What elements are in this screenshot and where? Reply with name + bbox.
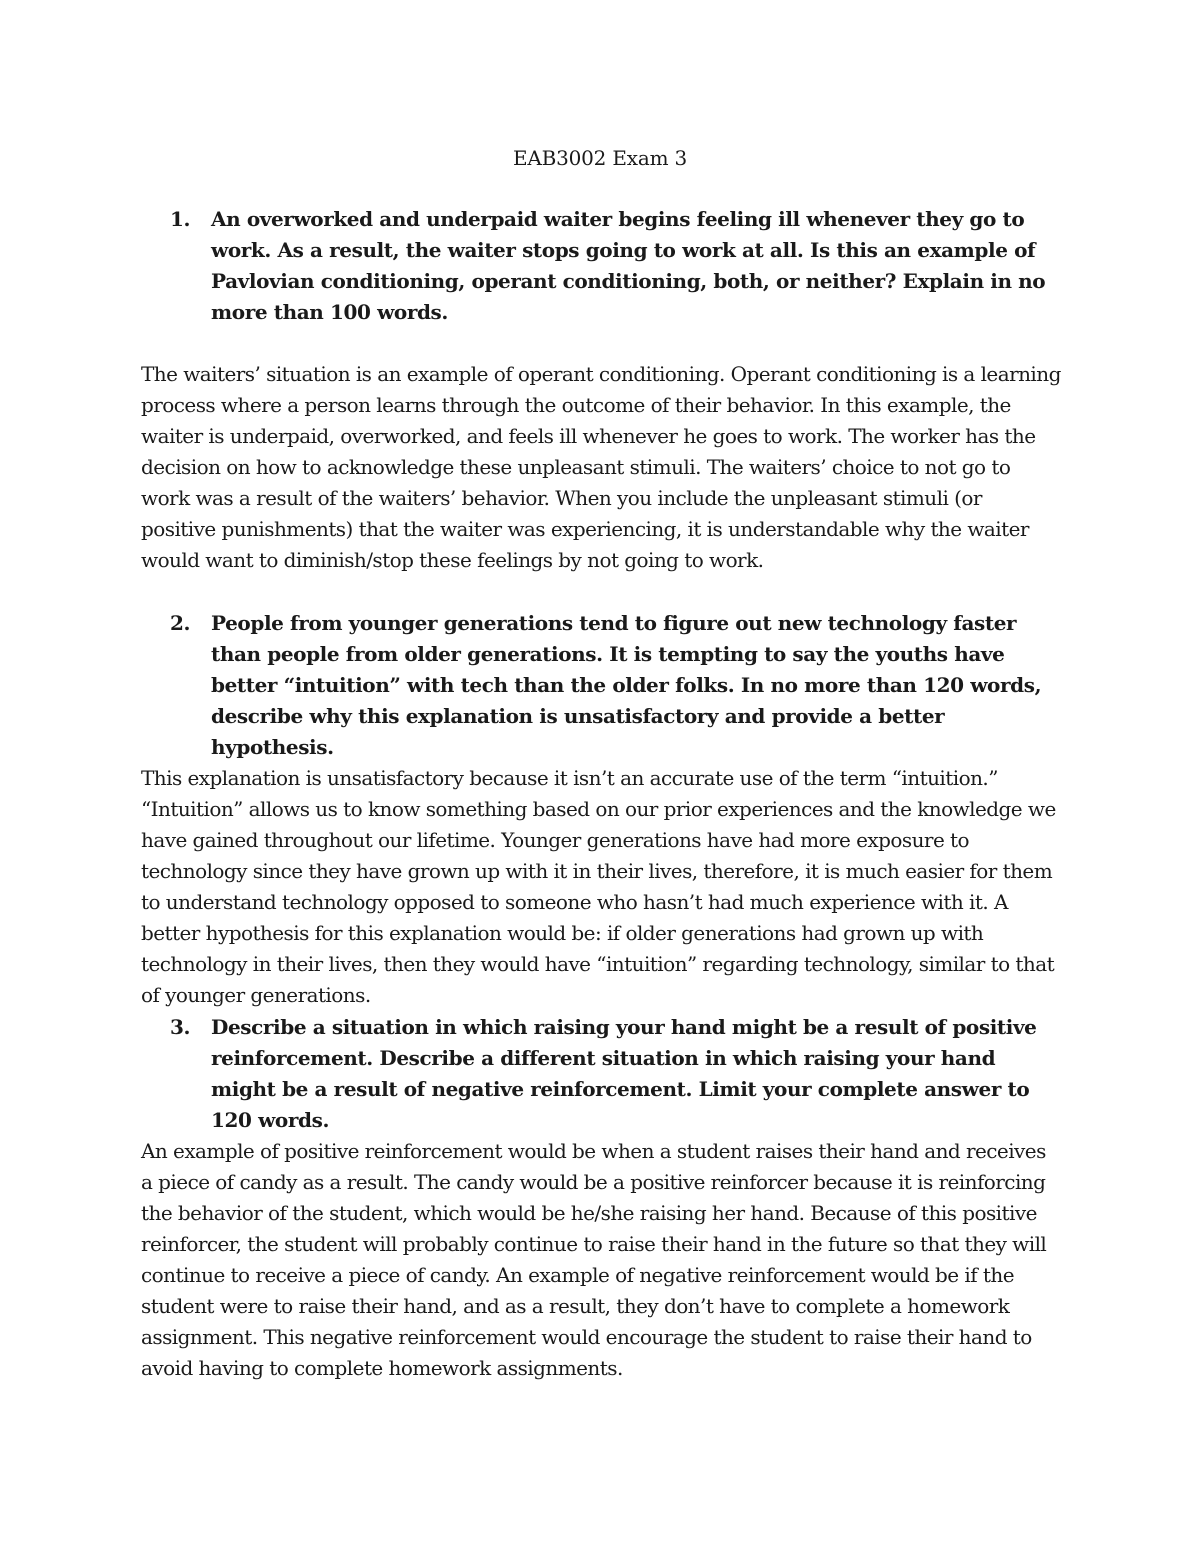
document-title: EAB3002 Exam 3 bbox=[512, 146, 688, 170]
question-prompt: Describe a situation in which raising your hand might be a result of positive reinforcement. Describe a different situation in which raising your hand might be a result of negative reinforcement. Limit your complete answer to 120 words. bbox=[211, 1015, 1037, 1132]
answer-2: This explanation is unsatisfactory because it isn’t an accurate use of the term “intuition.” “Intuition” allows us to know something based on our prior experiences and the knowledge we have gained throughout our lifetime. Younger generations have had more exposure to technology since they have grown up with it in their lives, therefore, it is much easier for them to understand technology opposed to someone who hasn’t had much experience with it. A better hypothesis for this explanation would be: if older generations had grown up with technology in their lives, then they would have “intuition” regarding technology, similar to that of younger generations. bbox=[141, 766, 1056, 1007]
question-2 bbox=[170, 608, 1060, 763]
question-number: 2. bbox=[170, 611, 191, 635]
answer-3: An example of positive reinforcement would be when a student raises their hand and receives a piece of candy as a result. The candy would be a positive reinforcer because it is reinforcing the behavior of the student, which would be he/she raising her hand. Because of this positive reinforcer, the student will probably continue to raise their hand in the future so that they will continue to receive a piece of candy. An example of negative reinforcement would be if the student were to raise their hand, and as a result, they don’t have to complete a homework assignment. This negative reinforcement would encourage the student to raise their hand to avoid having to complete homework assignments. bbox=[141, 1139, 1047, 1380]
question-3 bbox=[170, 1012, 1060, 1136]
question-number: 3. bbox=[170, 1015, 191, 1039]
question-prompt: People from younger generations tend to figure out new technology faster than people from older generations. It is tempting to say the youths have better “intuition” with tech than the older folks. In no more than 120 words, describe why this explanation is unsatisfactory and provide a better hypothesis. bbox=[211, 611, 1042, 759]
question-1 bbox=[170, 204, 1060, 328]
question-prompt: An overworked and underpaid waiter begins feeling ill whenever they go to work. As a result, the waiter stops going to work at all. Is this an example of Pavlovian conditioning, operant conditioning, both, or neither? Explain in no more than 100 words. bbox=[211, 207, 1046, 324]
question-number: 1. bbox=[170, 207, 191, 231]
answer-1: The waiters’ situation is an example of operant conditioning. Operant conditioning is a learning process where a person learns through the outcome of their behavior. In this example, the waiter is underpaid, overworked, and feels ill whenever he goes to work. The worker has the decision on how to acknowledge these unpleasant stimuli. The waiters’ choice to not go to work was a result of the waiters’ behavior. When you include the unpleasant stimuli (or positive punishments) that the waiter was experiencing, it is understandable why the waiter would want to diminish/stop these feelings by not going to work. bbox=[141, 362, 1061, 572]
